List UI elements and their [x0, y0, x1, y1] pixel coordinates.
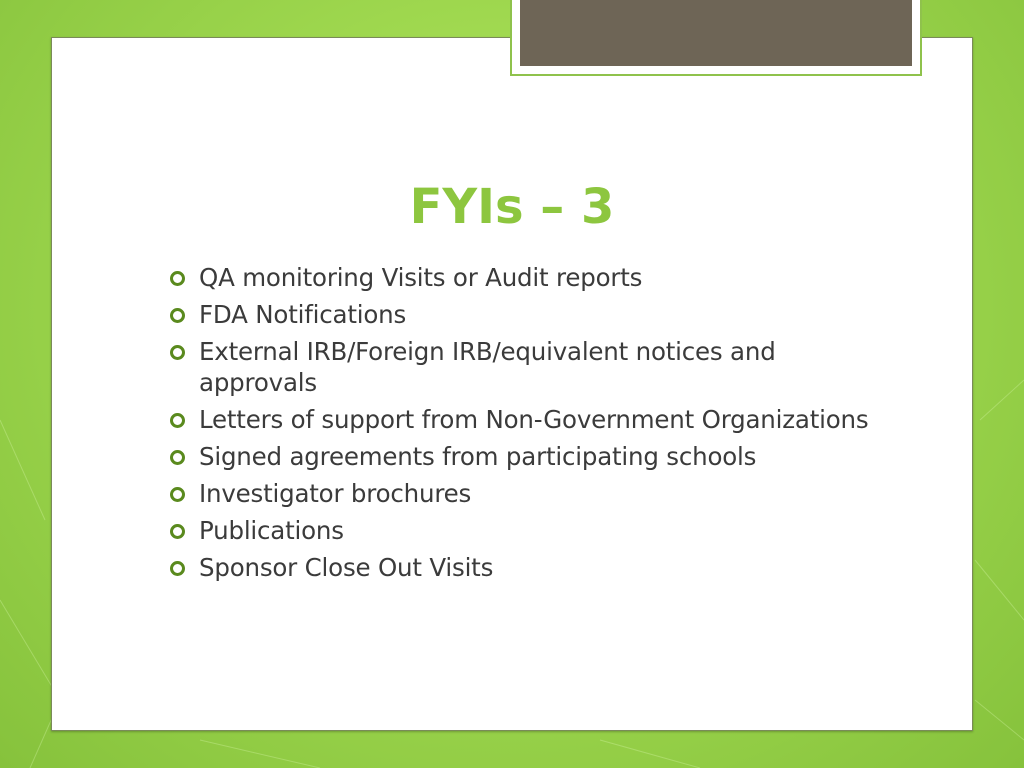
- list-item: [168, 336, 888, 398]
- slide-title: FYIs – 3: [409, 179, 615, 235]
- circle-outline-bullet-icon: [170, 271, 185, 286]
- list-item-text: Signed agreements from participating schools: [199, 442, 757, 471]
- list-item: [168, 552, 888, 583]
- list-item: [168, 404, 888, 435]
- list-item-text: Sponsor Close Out Visits: [199, 553, 494, 582]
- list-item: [168, 262, 888, 293]
- circle-outline-bullet-icon: [170, 345, 185, 360]
- list-item: [168, 441, 888, 472]
- circle-outline-bullet-icon: [170, 561, 185, 576]
- list-item-text: FDA Notifications: [199, 300, 407, 329]
- circle-outline-bullet-icon: [170, 450, 185, 465]
- circle-outline-bullet-icon: [170, 524, 185, 539]
- circle-outline-bullet-icon: [170, 308, 185, 323]
- list-item-text: Investigator brochures: [199, 479, 472, 508]
- circle-outline-bullet-icon: [170, 413, 185, 428]
- list-item-text: Publications: [199, 516, 344, 545]
- list-item-text: External IRB/Foreign IRB/equivalent notices and approvals: [199, 337, 776, 397]
- list-item-text: Letters of support from Non-Government Organizations: [199, 405, 869, 434]
- circle-outline-bullet-icon: [170, 487, 185, 502]
- list-item: [168, 478, 888, 509]
- bullet-list: [168, 262, 888, 589]
- header-tab-fill: [520, 0, 912, 66]
- list-item: [168, 299, 888, 330]
- list-item: [168, 515, 888, 546]
- list-item-text: QA monitoring Visits or Audit reports: [199, 263, 643, 292]
- header-tab: [510, 0, 922, 76]
